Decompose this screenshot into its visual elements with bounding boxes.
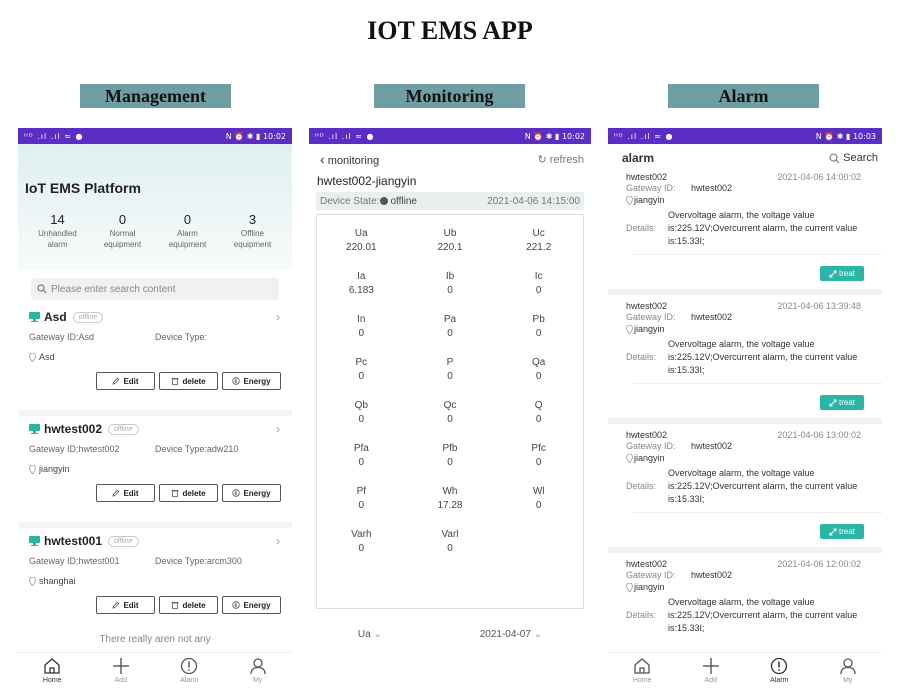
tab-home[interactable]: Home bbox=[608, 653, 677, 688]
parameter-cell bbox=[494, 270, 583, 298]
home-icon bbox=[633, 657, 651, 675]
alarm-screen bbox=[608, 128, 882, 688]
parameter-name: Pfa bbox=[353, 443, 369, 454]
parameter-value: 0 bbox=[535, 500, 542, 511]
status-bar bbox=[608, 128, 882, 144]
device-location: jiangyin bbox=[39, 464, 70, 474]
parameter-name: Ib bbox=[445, 271, 455, 282]
parameter-name: Ic bbox=[534, 271, 543, 282]
alarm-details: Overvoltage alarm, the voltage value is:225.12V;Overcurrent alarm, the current value is:15.33I; bbox=[667, 468, 858, 504]
trash-icon bbox=[171, 377, 179, 385]
parameter-cell bbox=[317, 528, 406, 556]
parameter-cell bbox=[406, 313, 495, 341]
parameter-value: 0 bbox=[358, 414, 365, 425]
device-name: Asd bbox=[44, 310, 67, 324]
alert-icon bbox=[770, 657, 788, 675]
stat-unhandled-alarm[interactable] bbox=[25, 212, 90, 250]
gateway-value: hwtest002 bbox=[691, 441, 733, 451]
parameter-cell bbox=[406, 270, 495, 298]
divider bbox=[633, 383, 882, 384]
parameter-cell bbox=[317, 313, 406, 341]
parameter-value: 0 bbox=[358, 500, 365, 511]
parameter-cell bbox=[494, 227, 583, 255]
status-dot-icon bbox=[380, 197, 388, 205]
parameter-cell bbox=[406, 399, 495, 427]
parameter-name: Uc bbox=[532, 228, 545, 239]
parameter-name: Qb bbox=[354, 400, 368, 411]
parameter-cell bbox=[494, 485, 583, 513]
platform-title: IoT EMS Platform bbox=[25, 180, 141, 196]
chevron-left-icon: ‹ bbox=[320, 151, 325, 167]
alert-icon bbox=[180, 657, 198, 675]
section-label-management: Management bbox=[80, 84, 231, 108]
parameter-select[interactable]: Ua ⌄ bbox=[357, 629, 382, 640]
device-type: Device Type: bbox=[155, 332, 207, 342]
search-icon bbox=[37, 284, 47, 294]
device-location: Asd bbox=[39, 352, 55, 362]
parameter-cell bbox=[494, 313, 583, 341]
parameter-value: 0 bbox=[447, 285, 453, 296]
monitor-icon bbox=[29, 536, 40, 546]
parameter-name: In bbox=[357, 314, 366, 325]
stat-label: Normal equipment bbox=[103, 229, 142, 249]
delete-button[interactable]: delete bbox=[159, 484, 218, 502]
parameter-cell bbox=[406, 356, 495, 384]
stat-offline-equipment[interactable] bbox=[220, 212, 285, 250]
parameter-cell bbox=[406, 528, 495, 556]
gateway-id: Gateway ID:Asd bbox=[29, 332, 95, 342]
search-placeholder: Please enter search content bbox=[51, 283, 176, 295]
parameters-panel bbox=[316, 214, 584, 609]
alarm-device-name: hwtest002 bbox=[626, 430, 668, 440]
stat-number: 3 bbox=[248, 212, 257, 227]
status-time: 10:03 bbox=[852, 131, 876, 141]
chevron-down-icon: ⌄ bbox=[533, 629, 543, 640]
gateway-value: hwtest002 bbox=[691, 183, 733, 193]
pencil-icon bbox=[112, 601, 120, 609]
gateway-id: Gateway ID:hwtest001 bbox=[29, 556, 120, 566]
parameter-name: Varl bbox=[441, 529, 459, 540]
alarm-device-name: hwtest002 bbox=[626, 172, 668, 182]
alarm-timestamp: 2021-04-06 13:39:48 bbox=[777, 301, 861, 311]
device-state-value: offline bbox=[390, 195, 417, 207]
home-icon bbox=[43, 657, 61, 675]
chevron-right-icon[interactable]: › bbox=[276, 534, 280, 548]
parameter-value: 0 bbox=[535, 414, 542, 425]
parameter-name: Pc bbox=[355, 357, 368, 368]
delete-button[interactable]: delete bbox=[159, 596, 218, 614]
parameter-cell bbox=[406, 227, 495, 255]
chevron-right-icon[interactable]: › bbox=[276, 310, 280, 324]
device-type: Device Type:arcm300 bbox=[155, 556, 242, 566]
parameter-name: Ia bbox=[357, 271, 366, 282]
alarm-device-name: hwtest002 bbox=[626, 559, 668, 569]
parameter-value: 221.2 bbox=[526, 242, 552, 253]
parameter-cell bbox=[317, 227, 406, 255]
alarm-card[interactable] bbox=[608, 166, 882, 295]
user-icon bbox=[249, 657, 267, 675]
search-input[interactable] bbox=[31, 278, 279, 300]
monitor-icon bbox=[29, 312, 40, 322]
pencil-icon bbox=[112, 377, 120, 385]
location-pin-icon bbox=[626, 325, 633, 334]
treat-icon bbox=[829, 528, 837, 536]
stat-label: Offline equipment bbox=[233, 229, 272, 249]
search-button[interactable]: Search bbox=[829, 152, 878, 164]
gateway-label: Gateway ID: bbox=[626, 441, 676, 451]
gateway-label: Gateway ID: bbox=[626, 570, 676, 580]
parameter-name: Pa bbox=[443, 314, 457, 325]
parameter-value: 6.183 bbox=[348, 285, 374, 296]
divider bbox=[633, 512, 882, 513]
alarm-location: jiangyin bbox=[634, 324, 665, 334]
monitoring-footer bbox=[309, 629, 591, 640]
stat-number: 0 bbox=[118, 212, 127, 227]
nav-header bbox=[309, 144, 591, 174]
parameter-name: Q bbox=[534, 400, 543, 411]
parameter-name: Ub bbox=[443, 228, 457, 239]
energy-button[interactable]: Energy bbox=[222, 372, 281, 390]
alarm-timestamp: 2021-04-06 13:00:02 bbox=[777, 430, 861, 440]
state-timestamp: 2021-04-06 14:15:00 bbox=[487, 195, 580, 207]
alarm-location: jiangyin bbox=[634, 582, 665, 592]
tab-add[interactable]: Add bbox=[87, 653, 156, 688]
parameter-cell bbox=[494, 356, 583, 384]
status-icons: N ⏰ ✱ ▮ bbox=[225, 131, 261, 141]
tab-bar bbox=[18, 652, 292, 688]
delete-button[interactable]: delete bbox=[159, 372, 218, 390]
stat-label: Alarm equipment bbox=[168, 229, 207, 249]
user-icon bbox=[839, 657, 857, 675]
parameter-name: Qa bbox=[531, 357, 546, 368]
parameters-grid bbox=[317, 227, 583, 556]
parameter-value: 0 bbox=[447, 457, 453, 468]
status-icons: N ⏰ ✱ ▮ bbox=[815, 131, 851, 141]
parameter-cell bbox=[317, 270, 406, 298]
alarm-title: alarm bbox=[622, 151, 655, 165]
monitor-icon bbox=[29, 424, 40, 434]
details-label: Details: bbox=[626, 610, 657, 620]
location-pin-icon bbox=[626, 583, 633, 592]
treat-icon bbox=[829, 399, 837, 407]
status-time: 10:02 bbox=[262, 131, 286, 141]
alarm-list bbox=[608, 166, 882, 682]
chevron-down-icon: ⌄ bbox=[373, 629, 382, 640]
alarm-details: Overvoltage alarm, the voltage value is:225.12V;Overcurrent alarm, the current value is:15.33I; bbox=[667, 339, 858, 375]
alarm-location: jiangyin bbox=[634, 453, 665, 463]
parameter-value: 220.01 bbox=[346, 242, 377, 253]
edit-button[interactable]: Edit bbox=[96, 596, 155, 614]
treat-icon bbox=[829, 270, 837, 278]
monitoring-screen bbox=[309, 128, 591, 688]
alarm-timestamp: 2021-04-06 12:00:02 bbox=[777, 559, 861, 569]
tab-alarm[interactable]: Alarm bbox=[155, 653, 224, 688]
parameter-cell bbox=[317, 442, 406, 470]
parameter-value: 0 bbox=[535, 457, 542, 468]
status-icons: N ⏰ ✱ ▮ bbox=[524, 131, 560, 141]
treat-button[interactable]: treat bbox=[820, 524, 864, 539]
alarm-details: Overvoltage alarm, the voltage value is:225.12V;Overcurrent alarm, the current value is:15.33I; bbox=[667, 210, 858, 246]
page-title: IOT EMS APP bbox=[367, 16, 533, 45]
device-card[interactable] bbox=[18, 528, 292, 640]
trash-icon bbox=[171, 489, 179, 497]
gateway-label: Gateway ID: bbox=[626, 312, 676, 322]
treat-button[interactable]: treat bbox=[820, 395, 864, 410]
back-button[interactable]: ‹ monitoring bbox=[320, 151, 380, 167]
gateway-value: hwtest002 bbox=[691, 570, 733, 580]
location-pin-icon bbox=[29, 353, 36, 362]
energy-button[interactable]: Energy bbox=[222, 484, 281, 502]
location-pin-icon bbox=[29, 465, 36, 474]
end-of-list-text: There really aren not any bbox=[99, 634, 211, 645]
tab-my[interactable]: My bbox=[224, 653, 293, 688]
alarm-card[interactable] bbox=[608, 424, 882, 553]
tab-add[interactable]: Add bbox=[677, 653, 746, 688]
parameter-cell bbox=[494, 442, 583, 470]
status-badge: offline bbox=[73, 312, 104, 323]
device-state-bar: Device State: offline 2021-04-06 14:15:00 bbox=[316, 192, 584, 210]
parameter-name: Ua bbox=[354, 228, 368, 239]
alarm-location: jiangyin bbox=[634, 195, 665, 205]
parameter-cell bbox=[406, 485, 495, 513]
parameter-name: Varh bbox=[351, 529, 372, 540]
stat-number: 14 bbox=[50, 212, 65, 227]
parameter-value: 0 bbox=[358, 371, 365, 382]
stat-number: 0 bbox=[183, 212, 192, 227]
section-label-monitoring: Monitoring bbox=[374, 84, 525, 108]
tab-bar bbox=[608, 652, 882, 688]
energy-icon bbox=[232, 489, 240, 497]
management-screen bbox=[18, 128, 292, 688]
tab-my[interactable]: My bbox=[814, 653, 883, 688]
details-label: Details: bbox=[626, 223, 657, 233]
location-pin-icon bbox=[29, 577, 36, 586]
status-bar bbox=[309, 128, 591, 144]
parameter-name: Pfb bbox=[442, 443, 458, 454]
tab-home[interactable]: Home bbox=[18, 653, 87, 688]
location-pin-icon bbox=[626, 196, 633, 205]
device-name: hwtest002 bbox=[44, 422, 103, 436]
parameter-name: P bbox=[446, 357, 454, 368]
device-card[interactable] bbox=[18, 416, 292, 528]
gateway-value: hwtest002 bbox=[691, 312, 733, 322]
signal-indicators: ᴴᴰ .ıl .ıl ≈ ● bbox=[24, 131, 84, 141]
refresh-icon: ↻ bbox=[537, 153, 547, 166]
parameter-value: 0 bbox=[358, 328, 365, 339]
chevron-right-icon[interactable]: › bbox=[276, 422, 280, 436]
signal-indicators: ᴴᴰ .ıl .ıl ≈ ● bbox=[614, 131, 674, 141]
parameter-value: 0 bbox=[535, 371, 542, 382]
details-label: Details: bbox=[626, 352, 657, 362]
device-location: shanghai bbox=[39, 576, 76, 586]
parameter-cell bbox=[317, 485, 406, 513]
alarm-details: Overvoltage alarm, the voltage value is:225.12V;Overcurrent alarm, the current value is:15.33I; bbox=[667, 597, 858, 633]
details-label: Details: bbox=[626, 481, 657, 491]
energy-icon bbox=[232, 377, 240, 385]
parameter-value: 0 bbox=[358, 543, 365, 554]
edit-button[interactable]: Edit bbox=[96, 372, 155, 390]
alarm-device-name: hwtest002 bbox=[626, 301, 668, 311]
tab-alarm[interactable]: Alarm bbox=[745, 653, 814, 688]
energy-icon bbox=[232, 601, 240, 609]
energy-button[interactable]: Energy bbox=[222, 596, 281, 614]
stat-alarm-equipment[interactable] bbox=[155, 212, 220, 250]
parameter-cell bbox=[406, 442, 495, 470]
parameter-name: Qc bbox=[443, 400, 457, 411]
parameter-name: Pb bbox=[532, 314, 545, 325]
parameter-name: Pfc bbox=[531, 443, 546, 454]
device-name: hwtest001 bbox=[44, 534, 103, 548]
date-select[interactable]: 2021-04-07 ⌄ bbox=[479, 629, 543, 640]
edit-button[interactable]: Edit bbox=[96, 484, 155, 502]
parameter-value: 0 bbox=[447, 414, 453, 425]
gateway-id: Gateway ID:hwtest002 bbox=[29, 444, 120, 454]
parameter-name: Wh bbox=[442, 486, 458, 497]
parameter-value: 0 bbox=[447, 543, 453, 554]
parameter-cell bbox=[317, 399, 406, 427]
location-pin-icon bbox=[626, 454, 633, 463]
parameter-value: 0 bbox=[358, 457, 365, 468]
alarm-timestamp: 2021-04-06 14:00:02 bbox=[777, 172, 861, 182]
parameter-name: Pf bbox=[356, 486, 367, 497]
refresh-button[interactable]: ↻ refresh bbox=[537, 153, 584, 166]
divider bbox=[633, 254, 882, 255]
status-badge: offline bbox=[108, 424, 139, 435]
device-title: hwtest002-jiangyin bbox=[317, 174, 417, 188]
pencil-icon bbox=[112, 489, 120, 497]
parameter-value: 220.1 bbox=[437, 242, 463, 253]
parameter-cell bbox=[494, 399, 583, 427]
parameter-name: Wl bbox=[532, 486, 545, 497]
plus-icon bbox=[112, 657, 130, 675]
signal-indicators: ᴴᴰ .ıl .ıl ≈ ● bbox=[315, 131, 375, 141]
parameter-cell bbox=[317, 356, 406, 384]
search-icon bbox=[829, 153, 840, 164]
gateway-label: Gateway ID: bbox=[626, 183, 676, 193]
status-bar bbox=[18, 128, 292, 144]
parameter-value: 0 bbox=[535, 285, 542, 296]
status-time: 10:02 bbox=[561, 131, 585, 141]
section-label-alarm: Alarm bbox=[668, 84, 819, 108]
status-badge: offline bbox=[108, 536, 139, 547]
stat-normal-equipment[interactable] bbox=[90, 212, 155, 250]
treat-button[interactable]: treat bbox=[820, 266, 864, 281]
parameter-value: 0 bbox=[447, 328, 453, 339]
parameter-value: 17.28 bbox=[437, 500, 463, 511]
platform-header bbox=[18, 144, 292, 270]
device-card[interactable] bbox=[18, 304, 292, 416]
alarm-card[interactable] bbox=[608, 295, 882, 424]
plus-icon bbox=[702, 657, 720, 675]
stats-row bbox=[25, 212, 285, 250]
parameter-value: 0 bbox=[535, 328, 542, 339]
parameter-value: 0 bbox=[447, 371, 453, 382]
device-type: Device Type:adw210 bbox=[155, 444, 239, 454]
stat-label: Unhandled alarm bbox=[38, 229, 77, 249]
trash-icon bbox=[171, 601, 179, 609]
